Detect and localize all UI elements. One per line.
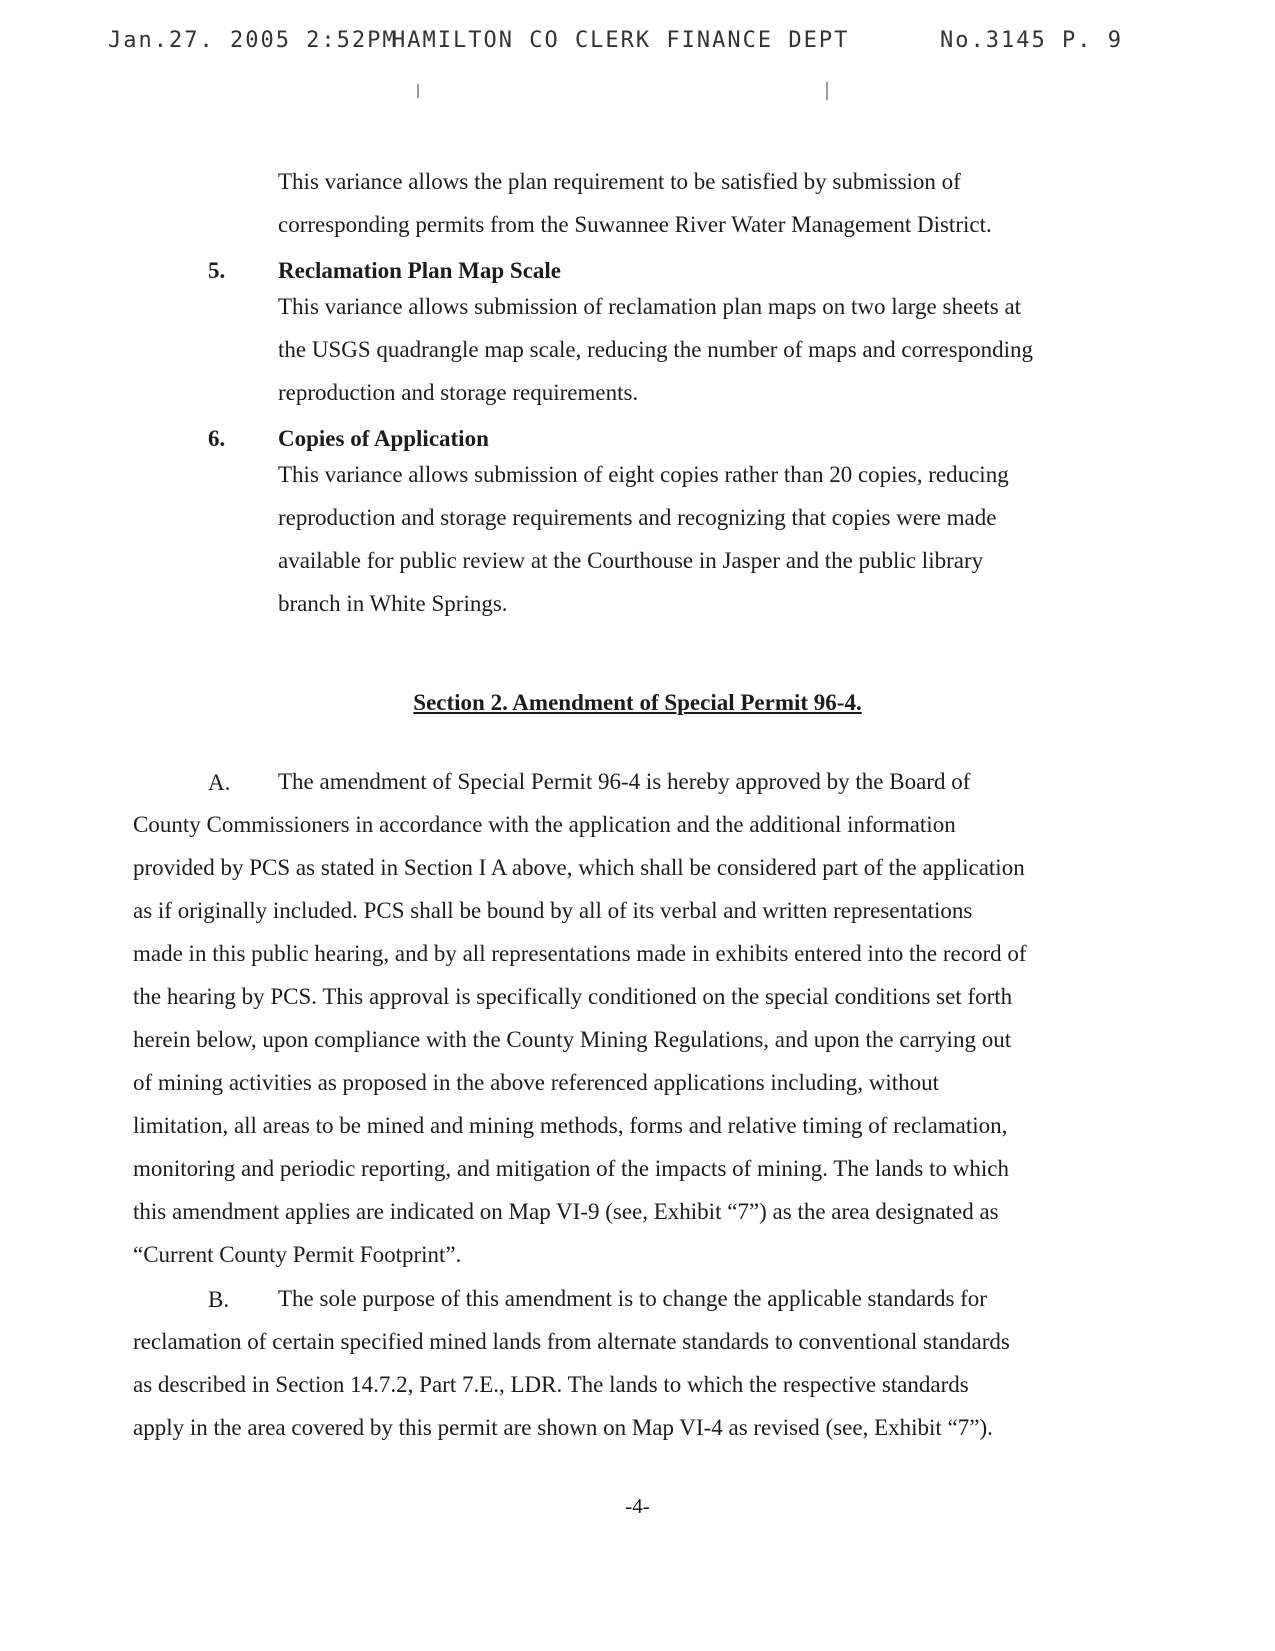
- section-heading: Section 2. Amendment of Special Permit 96-4.: [413, 690, 862, 715]
- text-line: the hearing by PCS. This approval is specifically conditioned on the special conditions set forth: [133, 984, 1013, 1009]
- paragraph-label: B.: [208, 1287, 230, 1312]
- text-line: available for public review at the Courthouse in Jasper and the public library: [278, 548, 984, 573]
- text-line: apply in the area covered by this permit are shown on Map VI-4 as revised (see, Exhibit “7”).: [133, 1415, 993, 1440]
- fax-date: Jan.27. 2005 2:52PM: [108, 28, 398, 53]
- text-line: of mining activities as proposed in the above referenced applications including, without: [133, 1070, 940, 1095]
- text-line: monitoring and periodic reporting, and mitigation of the impacts of mining. The lands to which: [133, 1156, 1009, 1181]
- item-body: [278, 453, 1009, 625]
- text-line: reproduction and storage requirements and recognizing that copies were made: [278, 505, 997, 530]
- text-line: County Commissioners in accordance with the application and the additional information: [133, 812, 956, 837]
- text-line: corresponding permits from the Suwannee River Water Management District.: [278, 212, 992, 237]
- scan-mark: [417, 84, 419, 98]
- text-line: The sole purpose of this amendment is to change the applicable standards for: [278, 1286, 987, 1311]
- text-line: “Current County Permit Footprint”.: [133, 1242, 462, 1267]
- paragraph-b: [133, 1277, 1010, 1449]
- text-line: limitation, all areas to be mined and mining methods, forms and relative timing of reclamation,: [133, 1113, 1008, 1138]
- item-body: [278, 285, 1033, 414]
- text-line: provided by PCS as stated in Section I A above, which shall be considered part of the application: [133, 855, 1025, 880]
- fax-page-ref: No.3145 P. 9: [940, 28, 1123, 53]
- page-number: -4-: [625, 1494, 650, 1518]
- text-line: as if originally included. PCS shall be bound by all of its verbal and written representations: [133, 898, 973, 923]
- fax-header: [0, 28, 1275, 62]
- text-line: branch in White Springs.: [278, 591, 508, 616]
- item-title: Copies of Application: [278, 426, 489, 451]
- text-line: herein below, upon compliance with the County Mining Regulations, and upon the carrying out: [133, 1027, 1012, 1052]
- text-line: reclamation of certain specified mined lands from alternate standards to conventional standards: [133, 1329, 1010, 1354]
- text-line: as described in Section 14.7.2, Part 7.E., LDR. The lands to which the respective standards: [133, 1372, 969, 1397]
- text-line: reproduction and storage requirements.: [278, 380, 639, 405]
- text-line: the USGS quadrangle map scale, reducing the number of maps and corresponding: [278, 337, 1033, 362]
- item-number: 6.: [208, 426, 226, 451]
- text-line: This variance allows submission of eight copies rather than 20 copies, reducing: [278, 462, 1009, 487]
- intro-paragraph: [278, 160, 992, 246]
- item-title: Reclamation Plan Map Scale: [278, 258, 561, 283]
- text-line: this amendment applies are indicated on Map VI-9 (see, Exhibit “7”) as the area designated as: [133, 1199, 999, 1224]
- text-line: made in this public hearing, and by all representations made in exhibits entered into the record of: [133, 941, 1027, 966]
- item-number: 5.: [208, 258, 226, 283]
- scan-mark: [826, 82, 828, 100]
- text-line: This variance allows the plan requirement to be satisfied by submission of: [278, 169, 961, 194]
- paragraph-a: [133, 760, 1027, 1276]
- text-line: The amendment of Special Permit 96-4 is hereby approved by the Board of: [278, 769, 971, 794]
- fax-sender: HAMILTON CO CLERK FINANCE DEPT: [392, 28, 850, 53]
- paragraph-label: A.: [208, 770, 231, 795]
- text-line: This variance allows submission of reclamation plan maps on two large sheets at: [278, 294, 1022, 319]
